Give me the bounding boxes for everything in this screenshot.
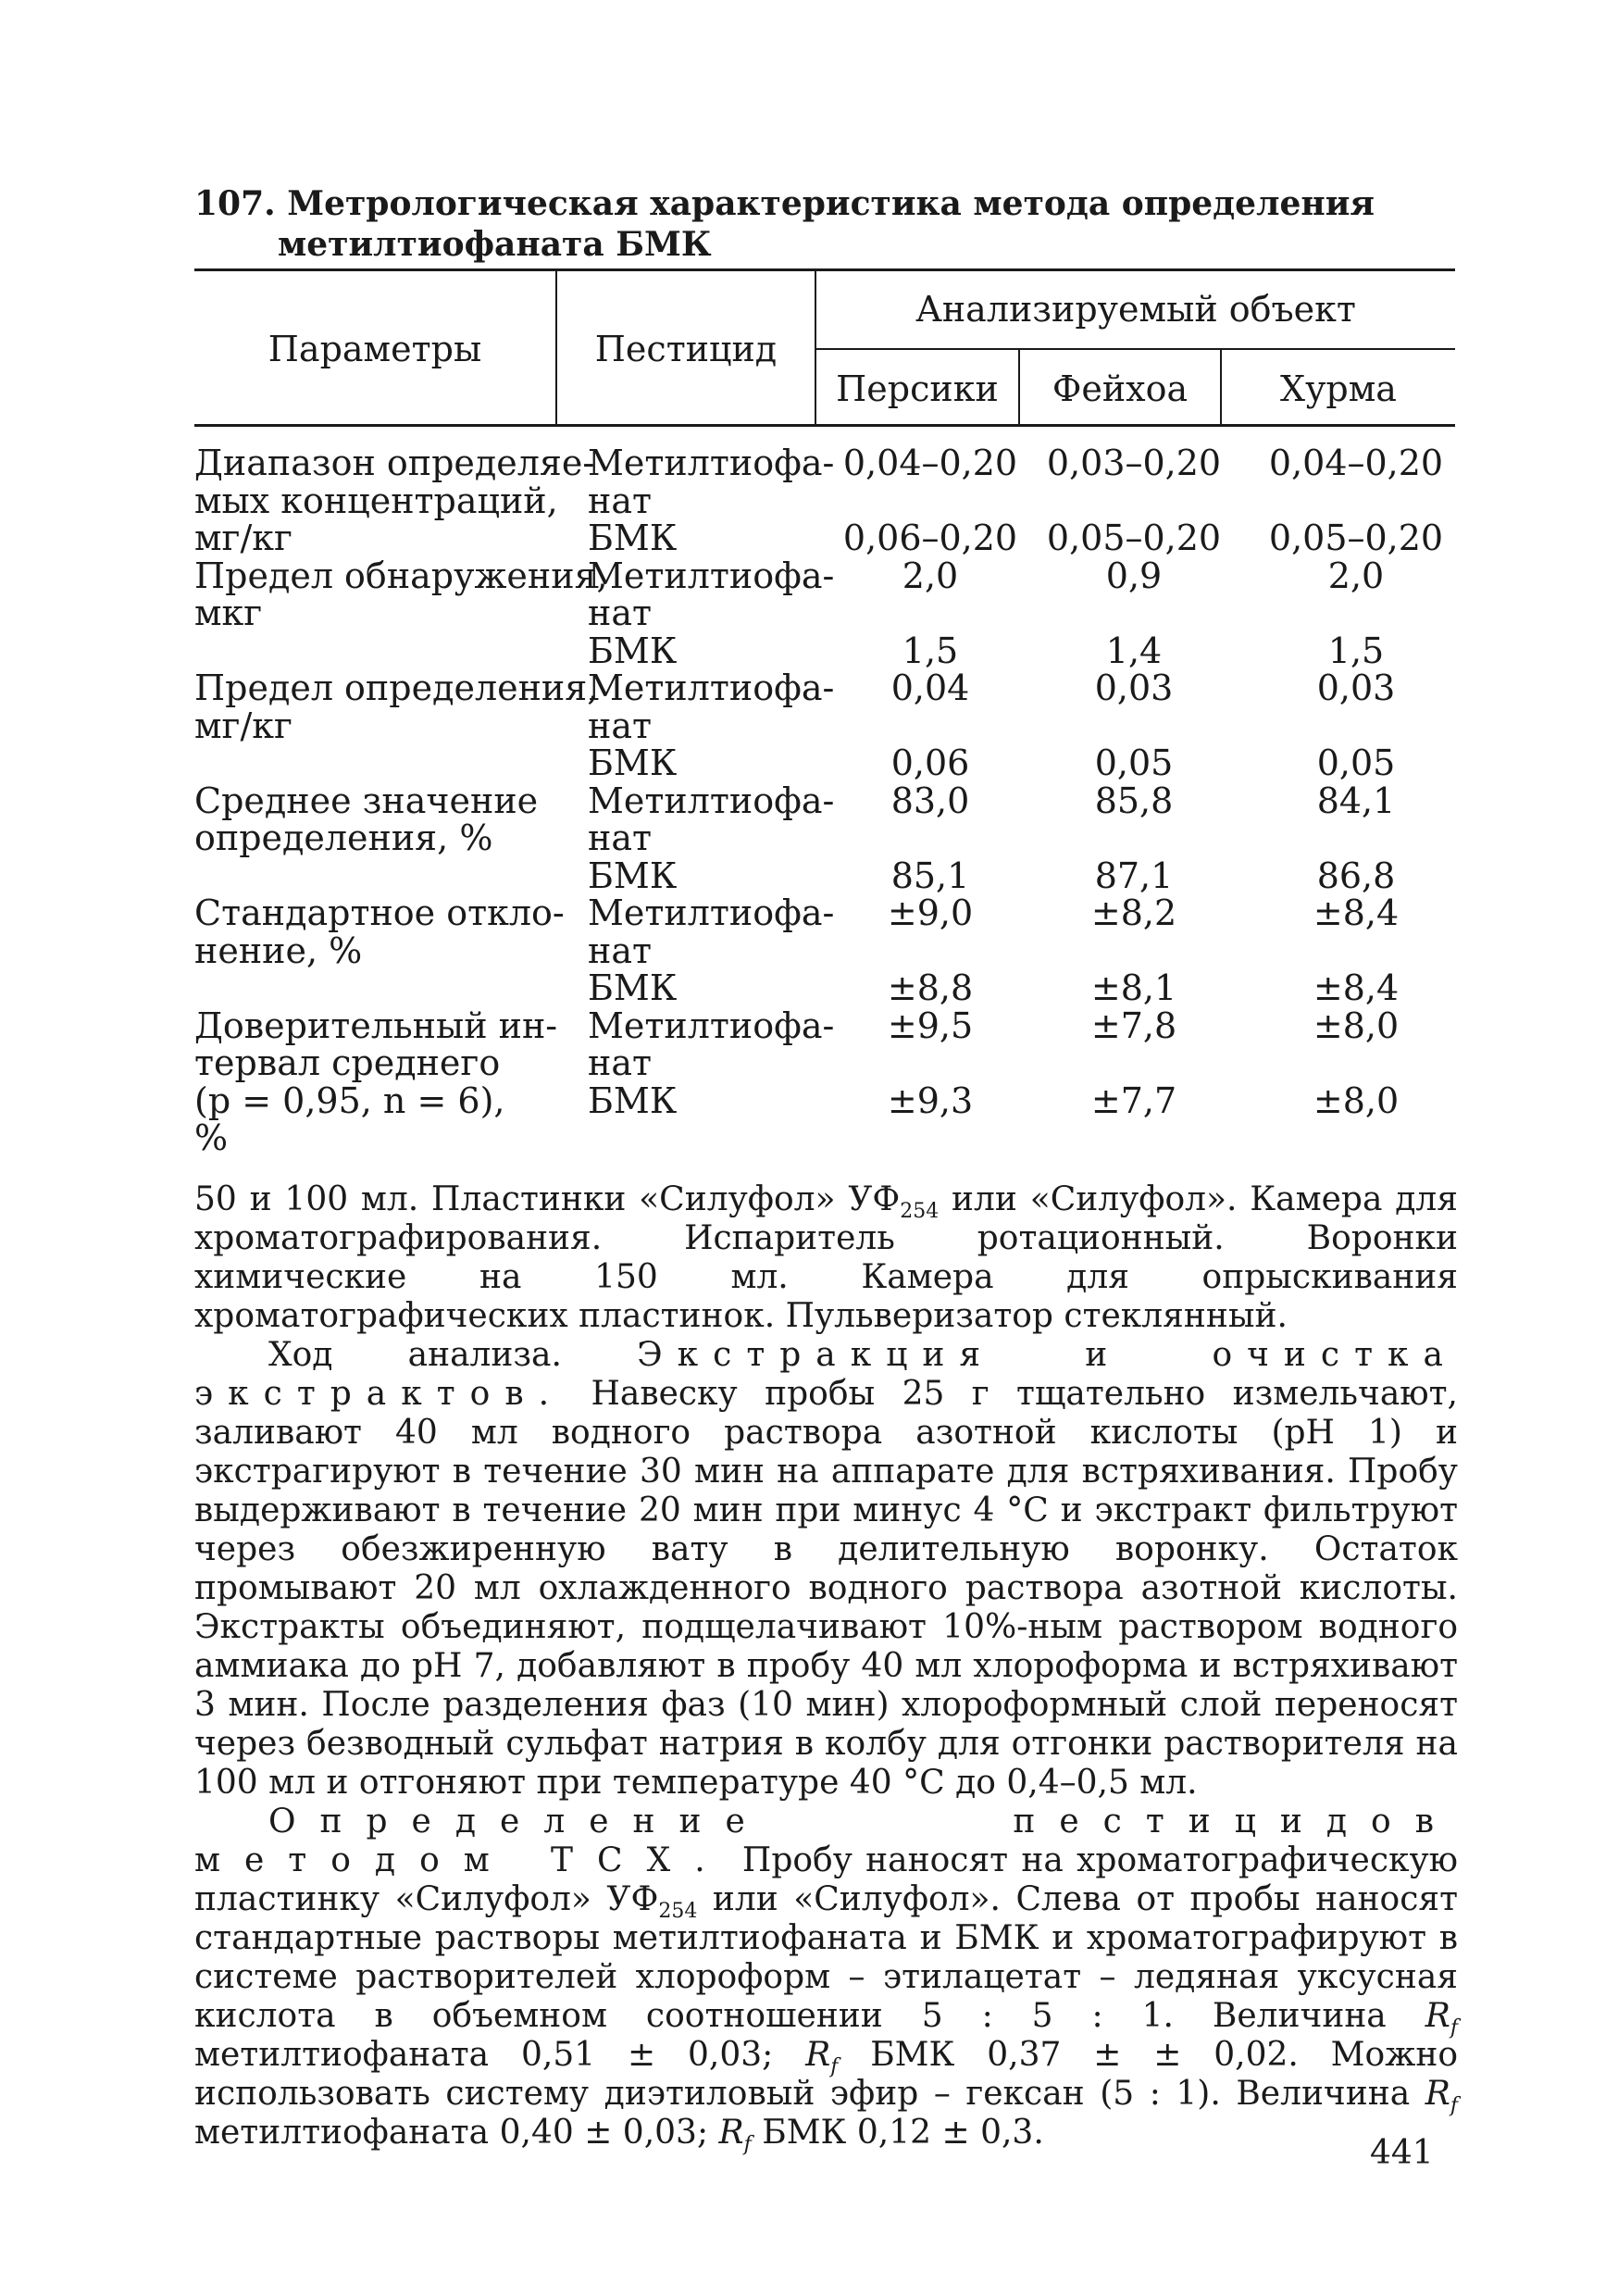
page-number: 441 [1370, 2134, 1434, 2172]
header-object-group: Анализируемый объект [915, 289, 1356, 330]
table-row [194, 444, 1455, 482]
rf-symbol-3: R [1425, 2075, 1450, 2113]
rf-subscript-3: f [1450, 2094, 1458, 2118]
table-row [194, 632, 1455, 670]
value-feijoa-cell: ±8,2 [1090, 892, 1177, 933]
pesticide-cell: нат [588, 1042, 653, 1083]
table-caption-line-2: метилтиофаната БМК [278, 225, 712, 264]
p3-text-a: Пробу наносят на хроматографическую пластинку «Силуфол» УФ [194, 1841, 1459, 1918]
paragraph-analysis [194, 1336, 1458, 1803]
pesticide-cell: нат [588, 705, 653, 746]
paragraph-equipment [194, 1180, 1458, 1336]
param-cell: мкг [194, 593, 263, 633]
param-cell: определения, % [194, 817, 493, 858]
pesticide-cell: БМК [588, 1079, 678, 1121]
value-feijoa-cell: 0,03 [1094, 668, 1174, 708]
table-row [194, 932, 1455, 970]
rf-symbol-4: R [718, 2114, 744, 2152]
pesticide-cell: Метилтиофа- [588, 443, 835, 483]
param-cell: Предел определения, [194, 668, 599, 708]
value-persiki-cell: ±9,5 [887, 1004, 974, 1046]
rf-symbol-2: R [805, 2036, 831, 2074]
value-feijoa-cell: ±7,7 [1090, 1079, 1177, 1121]
value-feijoa-cell: 0,05 [1094, 742, 1174, 783]
value-khurma-cell: 0,03 [1316, 668, 1396, 708]
value-feijoa-cell: ±8,1 [1090, 967, 1177, 1008]
param-cell: Доверительный ин- [194, 1004, 558, 1046]
header-object-3: Хурма [1280, 368, 1397, 409]
value-khurma-cell: 86,8 [1316, 855, 1396, 896]
p2-text: Навеску пробы 25 г тщательно измельчают, заливают 40 мл водного раствора азотной кислоты (pH 1) и экстрагируют в течение 30 мин на аппарате для встряхивания. Пробу выдерживают в течение 20 мин при минус 4 °С и экстракт фильтруют через обезжиренную вату в делительную воронку. Остаток промывают 20 мл охлажденного водного раствора азотной кислоты. Экстракты объединяют, подщелачивают 10%-ным раствором водного аммиака до pH 7, добавляют в пробу 40 мл хлороформа и встряхивают 3 мин. После разделения фаз (10 мин) хлороформный слой переносят через безводный сульфат натрия в колбу для отгонки растворителя на 100 мл и отгоняют при температуре 40 °С до 0,4–0,5 мл. [194, 1375, 1458, 1802]
value-persiki-cell: 0,06 [890, 742, 970, 783]
pesticide-cell: БМК [588, 742, 678, 783]
p1-subscript: 254 [900, 1200, 940, 1224]
p3-subscript: 254 [658, 1900, 698, 1924]
value-persiki-cell: 0,04 [890, 668, 970, 708]
table-row [194, 857, 1455, 895]
table-row [194, 1079, 1455, 1121]
param-cell: Среднее значение [194, 780, 539, 821]
p1-text-a: 50 и 100 мл. Пластинки «Силуфол» УФ [194, 1180, 901, 1218]
value-khurma-cell: 2,0 [1327, 555, 1385, 596]
p1-text-b: или «Силуфол». Камера для хроматографирования. Испаритель ротационный. Воронки химические на 150 мл. Камера для опрыскивания хроматографических пластинок. Пульверизатор стеклянный. [194, 1180, 1458, 1335]
pesticide-cell: БМК [588, 630, 678, 671]
value-persiki-cell: 83,0 [890, 780, 970, 821]
table-row [194, 969, 1455, 1007]
rf-subscript-4: f [743, 2133, 752, 2157]
pesticide-cell: Метилтиофа- [588, 668, 835, 708]
table-row [194, 1119, 1455, 1157]
param-cell: тервал среднего [194, 1042, 501, 1083]
pesticide-cell: БМК [588, 967, 678, 1008]
param-cell: % [194, 1117, 229, 1158]
param-cell: Предел обнаружения, [194, 555, 608, 596]
table-header-bottom-rule [194, 424, 1455, 427]
value-persiki-cell: ±9,0 [887, 892, 974, 933]
pesticide-cell: БМК [588, 518, 678, 558]
value-khurma-cell: 0,05–0,20 [1268, 518, 1444, 558]
rf-symbol-1: R [1425, 1997, 1450, 2035]
value-khurma-cell: 0,05 [1316, 742, 1396, 783]
value-persiki-cell: ±9,3 [887, 1079, 974, 1121]
value-feijoa-cell: 87,1 [1094, 855, 1174, 896]
table-row [194, 744, 1455, 782]
value-feijoa-cell: 1,4 [1105, 630, 1163, 671]
value-khurma-cell: 84,1 [1316, 780, 1396, 821]
table-caption-line-1: 107. Метрологическая характеристика метода определения [194, 184, 1375, 223]
value-khurma-cell: ±8,4 [1313, 967, 1400, 1008]
pesticide-cell: нат [588, 817, 653, 858]
p3-spaced-heading: Определение пестицидов методом ТСХ. [194, 1803, 1458, 1879]
param-cell: Стандартное откло- [194, 892, 565, 933]
p3-text-c: метилтиофаната 0,51 ± 0,03; [194, 2036, 806, 2074]
p3-text-e: метилтиофаната 0,40 ± 0,03; [194, 2114, 719, 2152]
table-row [194, 1004, 1455, 1046]
header-params: Параметры [268, 329, 482, 369]
value-feijoa-cell: 0,05–0,20 [1046, 518, 1222, 558]
table-row [194, 594, 1455, 632]
param-cell: мг/кг [194, 705, 292, 746]
pesticide-cell: нат [588, 480, 653, 521]
header-pesticide: Пестицид [594, 329, 778, 369]
rf-subscript-1: f [1450, 2016, 1458, 2040]
metrology-table-body [194, 444, 1455, 1157]
table-row [194, 707, 1455, 745]
value-khurma-cell: ±8,4 [1313, 892, 1400, 933]
value-persiki-cell: 0,06–0,20 [842, 518, 1018, 558]
param-cell: нение, % [194, 930, 363, 971]
pesticide-cell: нат [588, 593, 653, 633]
p3-text-b: или «Силуфол». Слева от пробы наносят стандартные растворы метилтиофаната и БМК и хроматографируют в системе растворителей хлороформ – этилацетат – ледяная уксусная кислота в объемном соотношении 5 : 5 : 1. Величина [194, 1880, 1458, 2035]
param-cell: мг/кг [194, 518, 292, 558]
rf-subscript-2: f [830, 2055, 839, 2079]
value-khurma-cell: 1,5 [1327, 630, 1385, 671]
table-row [194, 819, 1455, 857]
value-khurma-cell: ±8,0 [1313, 1004, 1400, 1046]
value-khurma-cell: ±8,0 [1313, 1079, 1400, 1121]
table-row [194, 1044, 1455, 1082]
objects-subheader-rule [815, 348, 1455, 350]
param-cell: мых концентраций, [194, 480, 558, 521]
p3-text-f: БМК 0,12 ± 0,3. [751, 2114, 1044, 2152]
table-row [194, 519, 1455, 557]
pesticide-cell: БМК [588, 855, 678, 896]
pesticide-cell: Метилтиофа- [588, 892, 835, 933]
value-khurma-cell: 0,04–0,20 [1268, 443, 1444, 483]
pesticide-cell: Метилтиофа- [588, 780, 835, 821]
table-caption [194, 183, 1472, 265]
table-row [194, 557, 1455, 595]
value-persiki-cell: 1,5 [902, 630, 959, 671]
value-persiki-cell: ±8,8 [887, 967, 974, 1008]
value-persiki-cell: 2,0 [902, 555, 959, 596]
value-feijoa-cell: 0,9 [1105, 555, 1163, 596]
value-feijoa-cell: 85,8 [1094, 780, 1174, 821]
table-row [194, 782, 1455, 820]
value-persiki-cell: 0,04–0,20 [842, 443, 1018, 483]
table-top-rule [194, 268, 1455, 271]
pesticide-cell: Метилтиофа- [588, 1004, 835, 1046]
table-row [194, 482, 1455, 520]
pesticide-cell: Метилтиофа- [588, 555, 835, 596]
table-row [194, 669, 1455, 707]
header-object-2: Фейхоа [1052, 368, 1189, 409]
value-feijoa-cell: 0,03–0,20 [1046, 443, 1222, 483]
table-row [194, 894, 1455, 932]
value-persiki-cell: 85,1 [890, 855, 970, 896]
header-object-1: Персики [836, 368, 999, 409]
param-cell: (p = 0,95, n = 6), [194, 1079, 505, 1121]
value-feijoa-cell: ±7,8 [1090, 1004, 1177, 1046]
p2-lead: Ход анализа. [268, 1336, 562, 1374]
pesticide-cell: нат [588, 930, 653, 971]
param-cell: Диапазон определяе- [194, 443, 595, 483]
p3-text-d: БМК 0,37 ± ± 0,02. Можно использовать систему диэтиловый эфир – гексан (5 : 1). Величина [194, 2036, 1458, 2113]
p2-spaced-heading: Экстракция и очистка экстрактов. [194, 1336, 1458, 1413]
